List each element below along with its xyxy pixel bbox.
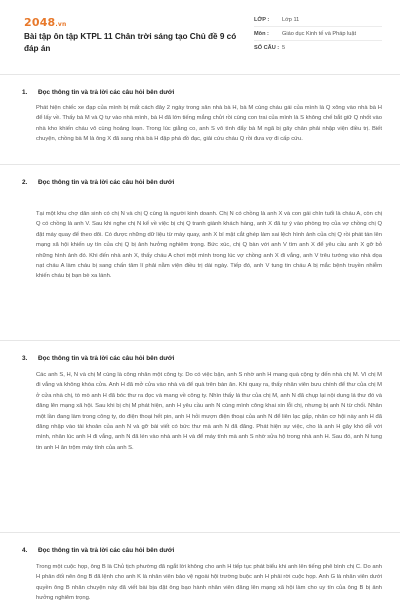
question-heading [22, 355, 174, 362]
question-text: Tại một khu chợ dân sinh có chị N và chị Q cùng là người kinh doanh. Chị N có chồng là anh X và con gái chín tuổi là cháu A, còn chị Q có chồng là anh V. Sau khi nghe chị N kể về việc bị chị Q tranh giành khách hàng, anh X đã tự ý vào phòng trọ của vợ chồng chị Q đặt máy quay để theo dõi. Có được những dữ liệu từ máy quay, anh X bí mật cắt ghép làm sai lệch hình ảnh của chị Q rồi phát tán lên mạng xã hội khiến uy tín của chị Q bị ảnh hưởng nghiêm trọng. Bức xúc, chị Q bàn với anh V tìm anh X để yêu cầu anh X gỡ bỏ những hình ảnh đó. Khi đến nhà anh X, thấy cháu A chơi một mình trong lúc vợ chồng anh X đi vắng, anh V trêu tướng vào nhà dọa nạt cháu A làm cháu bị sang chấn tâm lí phải nằm viện điều trị dài ngày. Tiếp đó, anh V tung tin cháu A bị mắc bệnh truyền nhiễm khiến cháu bị bạn bè xa lánh. [36, 211, 382, 280]
question-heading [22, 547, 174, 554]
question-heading-text: Đọc thông tin và trả lời các câu hỏi bên dưới [38, 355, 175, 362]
question-text: Các anh S, H, N và chị M cùng là công nhân một công ty. Do có việc bận, anh S nhờ anh H mang quà cộng ty đến nhà chị M. Vì chị M đi vắng và không khóa cửa. Anh H đã mở cửa vào nhà và để quà trên bàn ăn. Khi quay ra, thấy nhân viên bưu chính để thư của chị M ở cửa nhà chị, tò mò anh H đã bóc thư ra đọc và mang về công ty. Nhìn thấy lá thư của chị M, anh N đã chụp lại nội dung lá thư đó và đăng lên mạng xã hội. Sau khi bị chị M phát hiện, anh H yêu cầu anh N cùng mình công khai xin lỗi chị, nhưng bị anh N từ chối. Nhân một lần đang làm trong công ty, do điện thoại hết pin, anh H hỏi mượn điện thoại của anh N để liên lạc gấp, nhân cơ hội này anh H đã đăng nhập vào tài khoản của anh N và gỡ bài viết có bức thư mà anh N đã đăng. Phát hiện sự việc, cho là anh H gây khó dễ với mình, nhân lúc anh H đi vắng, anh N đã lén vào nhà anh H và để máy tính mà anh S nhờ sửa hộ trong nhà anh H. Sau đó, anh N tung tin anh H ăn trộm máy tính của anh S. [36, 372, 382, 451]
question-number: 3. [22, 355, 28, 362]
question-text: Phát hiện chiếc xe đạp của mình bị mất cách đây 2 ngày trong sân nhà bà H, bà M cùng cháu gái của mình là Q xông vào nhà bà H để lấy về. Thấy bà M và Q tự vào nhà mình, bà H đã lớn tiếng mắng chửi rồi cùng con trai của mình là S không chế bắt giữ Q nhốt vào nhà kho khiến cháu vô cùng hoảng loạn. Trong lúc giằng co, anh S vô tình đẩy bà M ngã bị gãy chân phải nhập viện điều trị. Biết chuyện, chồng bà M là ông X đã sang nhà bà H đập phá đồ đạc, giải cứu cháu Q rồi đưa vợ đi cấp cứu. [36, 105, 382, 143]
meta-key-subject: Môn : [254, 30, 269, 37]
document-meta [254, 13, 382, 55]
question-block-4 [0, 532, 400, 600]
meta-key-count: SỐ CÂU : [254, 45, 280, 51]
question-heading [22, 89, 174, 96]
logo-suffix: .vn [55, 21, 67, 28]
question-heading [22, 179, 174, 186]
question-heading-text: Đọc thông tin và trả lời các câu hỏi bên dưới [38, 179, 175, 186]
question-number: 4. [22, 547, 28, 554]
meta-key-class: LỚP : [254, 16, 270, 23]
document-header [0, 0, 400, 74]
question-block-1 [0, 74, 400, 164]
question-number: 1. [22, 89, 28, 96]
question-number: 2. [22, 179, 28, 186]
question-heading-text: Đọc thông tin và trả lời các câu hỏi bên dưới [38, 89, 175, 96]
question-block-3 [0, 340, 400, 532]
question-heading-text: Đọc thông tin và trả lời các câu hỏi bên dưới [38, 547, 175, 554]
page-title: Bài tập ôn tập KTPL 11 Chân trời sáng tạo Chủ đề 9 có đáp án [24, 32, 237, 53]
meta-value-class: Lớp 11 [282, 16, 300, 23]
meta-row-count [254, 41, 382, 55]
meta-value-count: 5 [282, 45, 286, 51]
site-logo[interactable] [24, 16, 66, 29]
meta-row-subject [254, 27, 382, 41]
meta-row-class [254, 13, 382, 27]
question-block-2 [0, 164, 400, 340]
meta-value-subject: Giáo dục Kinh tế và Pháp luật [282, 30, 357, 37]
question-text: Trong một cuộc họp, ông B là Chủ tịch phường đã ngắt lời không cho anh H tiếp tục phát biểu khi anh lên tiếng phê bình chị C. Do anh H phản đối nên ông B đã lệnh cho anh K là nhân viên bảo vệ ngoài hội trường buộc anh H phải rời cuộc họp. Anh G là nhân viên dưới quyền ông B nhân chuyện này đã viết bài bịa đặt ông bạo hành nhân viên đăng lên mạng xã hội làm cho uy tín của ông B bị ảnh hưởng nghiêm trọng. [36, 564, 382, 600]
logo-text: 2048 [24, 16, 56, 29]
